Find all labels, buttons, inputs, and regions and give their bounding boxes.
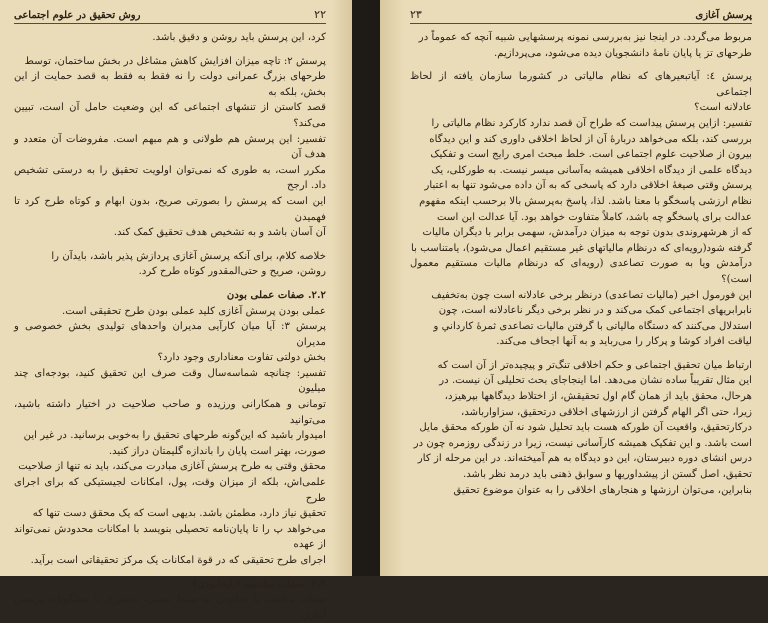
text-line: این است که پرسش را بصورتی صریح، بدون ابهام و کوتاه طرح کرد تا فهمیدن: [14, 195, 326, 223]
text-line: دیدگاه علمی از دیدگاه اخلاقی همیشه به‌آسانی میسر نیست. به طورکلی، یک: [431, 164, 752, 176]
left-para-4: [14, 304, 326, 569]
text-line: طرحهای بزرگ عمرانی دولت را نه فقط به فقط به قصد حمایت از این بخش، بلکه به: [14, 71, 326, 98]
left-para-2: [14, 54, 326, 241]
text-line: آن آسان باشد و به تشخیص هدف تحقیق کمک کند.: [113, 227, 326, 239]
text-line: بررسی کند، بلکه می‌خواهد دربارهٔ آن از لحاظ اخلاقی داوری کند و این دیدگاه: [429, 133, 752, 145]
text-line: پرسش ۳: آیا میان کارآیی مدیران واحدهای تولیدی بخش خصوصی و مدیران: [14, 321, 326, 348]
text-line: قصد کاستن از تنشهای اجتماعی که این وضعیت حامل آن است، تبیین می‌کند؟: [14, 102, 326, 129]
text-line: درکارتحقیق، واقعیت آن طورکه هست باید تحلیل شود نه آن طورکه محقق مایل: [419, 422, 752, 434]
text-line: مربوط می‌گردد. در اینجا نیز به‌بررسی نمونه پرسشهایی شبیه آنچه که عموماً در: [418, 32, 752, 43]
text-line: درآمدش ویا به صورت تصاعدی (رویه‌ای که درنظام مالیات مستقیم معمول است)؟: [410, 258, 752, 285]
text-line: بخش دولتی تفاوت معناداری وجود دارد؟: [157, 352, 326, 364]
left-page-number: ۲۲: [314, 8, 326, 21]
text-line: بنابراین، می‌توان ارزشها و هنجارهای اخلاقی را به عنوان موضوع تحقیق: [453, 484, 752, 496]
book-gutter: [352, 0, 380, 576]
text-line: پرسش ۲: تاچه میزان افزایش کاهش مشاغل در بخش ساختمان، توسط: [24, 55, 326, 67]
right-para-1: [410, 30, 752, 61]
text-line: تحقیق، اصل گستن از پیشداوریها و سوابق ذهنی باید درمد نظر باشد.: [462, 469, 752, 481]
text-line: پرسش وقتی صیغهٔ اخلاقی دارد که پاسخی که به آن داده می‌شود تنها به اعتبار: [424, 180, 752, 192]
section-heading: ۲.۳. صفات مناسب (بایجابودن): [192, 577, 326, 590]
text-line: ارتباط میان تحقیق اجتماعی و حکم اخلاقی تنگ‌تر و پیچیده‌تر از آن است که: [437, 359, 752, 371]
text-line: پرسش ٤: آیاتبعیرهای که نظام مالیاتی در کشورما سازمان یافته از لحاظ اجتماعی: [410, 71, 752, 98]
right-page: [380, 0, 768, 576]
text-line: صورت، بهتر است پایان را باندازه گلیمتان دراز کنید.: [108, 445, 326, 457]
text-line: محقق وقتی به طرح پرسش آغازی مبادرت می‌کند، باید نه تنها از صلاحیت: [18, 461, 326, 473]
text-line: امیدوار باشید که این‌گونه طرحهای تحقیق را به‌خوبی برسانید. در غیر این: [23, 430, 326, 442]
left-page: [0, 0, 352, 621]
text-line: مکرر است، به طوری که نمی‌توان اولویت تحقیق را به درستی تشخیص داد. ارجح: [14, 164, 326, 192]
right-para-2: [410, 69, 752, 350]
right-page-number: ۲۳: [410, 8, 422, 21]
text-line: عادلانه است؟: [694, 102, 752, 114]
left-running-head: روش تحقیق در علوم اجتماعی: [14, 10, 141, 21]
text-line: تومانی و همکارانی ورزیده و صاحب صلاحیت در اختیار داشته باشید، می‌توانید: [14, 399, 326, 426]
text-line: کرد، این پرسش باید روشن و دقیق باشد.: [152, 32, 326, 43]
text-line: گرفته شود(رویه‌ای که درنظام مالیاتهای غیر مستقیم اعمال می‌شود)، یامتناسب با: [411, 242, 752, 254]
text-line: تفسیر: این پرسش هم طولانی و هم مبهم است. مفروضات آن متعدد و هدف آن: [14, 133, 326, 161]
left-para-1: [14, 30, 326, 46]
text-line: هرحال، محقق باید از همان گام اول تحقیقش، از اختلاط دیدگاهها بپرهیزد،: [444, 391, 752, 403]
text-line: تفسیر: ازاین پرسش پیداست که طراح آن قصد ندارد کارکرد نظام مالیاتی را: [431, 117, 752, 129]
text-line: عدالت برای پاسخگو چه باشد، کاملاً متفاوت خواهد بود. آیا عدالت این است: [437, 211, 752, 223]
text-line: خلاصه کلام، برای آنکه پرسش آغازی پردازش پذیر باشد، بایدآن را: [51, 250, 326, 262]
text-line: است باشد. و این تفکیک همیشه کارآسانی نیست، زیرا در زندگی روزمره چون در: [413, 437, 752, 449]
text-line: صفات مناسب یا بجابودن به ضبط تبیینی، دستوری یا پیشگویانه پرسش آغازی: [14, 594, 326, 621]
text-line: نظام ارزشی پاسخگو با معنا باشد. لذا، پاسخ به‌پرسش بالا برحسب اینکه مفهوم: [419, 195, 752, 207]
text-line: تفسیر: چنانچه شما‌سه‌سال وقت صرف این تحقیق کنید، بودجه‌ای چند میلیون: [14, 367, 326, 395]
text-line: زیرا، حتی اگر الهام گرفتن از ارزشهای اخلاقی درتحقیق، سزاوارباشد،: [461, 406, 752, 418]
text-line: علمی‌اش، بلکه از میزان وقت، پول، امکانات لجیستیکی که برای اجرای طرح: [14, 477, 326, 504]
right-running-head: پرسش آغازی: [695, 10, 752, 21]
text-line: اجرای طرح تحقیقی که در قوة امکانات یک مرکز تحقیقاتی است برآید.: [30, 555, 326, 566]
text-line: درس انشای دوره دبیرستان، این دو دیدگاه به هم آمیخته‌اند. در این مرحله از کار: [417, 453, 752, 465]
right-para-3: [410, 358, 752, 498]
left-para-3: [14, 249, 326, 280]
text-line: این مثال تقریباً ساده نشان می‌دهد. اما اینجاجای بحث تحلیلی آن نیست. در: [439, 375, 752, 387]
text-line: بیرون از صلاحیت علوم اجتماعی است. خلط مبحث امری رایج است و تفکیک: [430, 149, 752, 161]
text-line: که از هرشهروندی بدون توجه به میزان درآمدش، سهمی برابر با دیگران مالیات: [422, 227, 752, 239]
right-page-header: [410, 8, 752, 24]
left-page-header: [14, 8, 326, 24]
text-line: نابرابریهای اجتماعی کمک می‌کند و در نظر برخی دیگر ناعادلانه است، چون: [438, 305, 752, 317]
text-line: لیاقت افراد کوشا و پرکار را می‌رباید و به آنها اجحاف می‌کند.: [496, 336, 752, 348]
text-line: تحقیق نیاز دارد، مطمئن باشد. بدیهی است که یک محقق دست تنها که: [32, 508, 326, 520]
text-line: این فورمول اخیر (مالیات تصاعدی) درنظر برخی عادلانه است چون به‌تخفیف: [431, 289, 752, 301]
text-line: عملی بودن پرسش آغازی کلید عملی بودن طرح تحقیقی است.: [61, 305, 326, 317]
text-line: طرحهای تز یا پایان نامهٔ دانشجویان دیده می‌شود، می‌پردازیم.: [493, 47, 752, 59]
section-heading: ۲.۲. صفات عملی بودن: [226, 288, 326, 301]
text-line: استدلال می‌کنند که دستگاه مالیاتی با گرفتن مالیات تصاعدی ثمرهٔ کارداني و: [433, 320, 752, 332]
text-line: می‌خواهد پ را تا پایان‌نامه تحصیلی بنویسد با امکانات محدودش نمی‌تواند از عهده: [14, 523, 326, 551]
text-line: روشن، صریح و حتی‌المقدور کوتاه طرح کرد.: [138, 266, 326, 278]
